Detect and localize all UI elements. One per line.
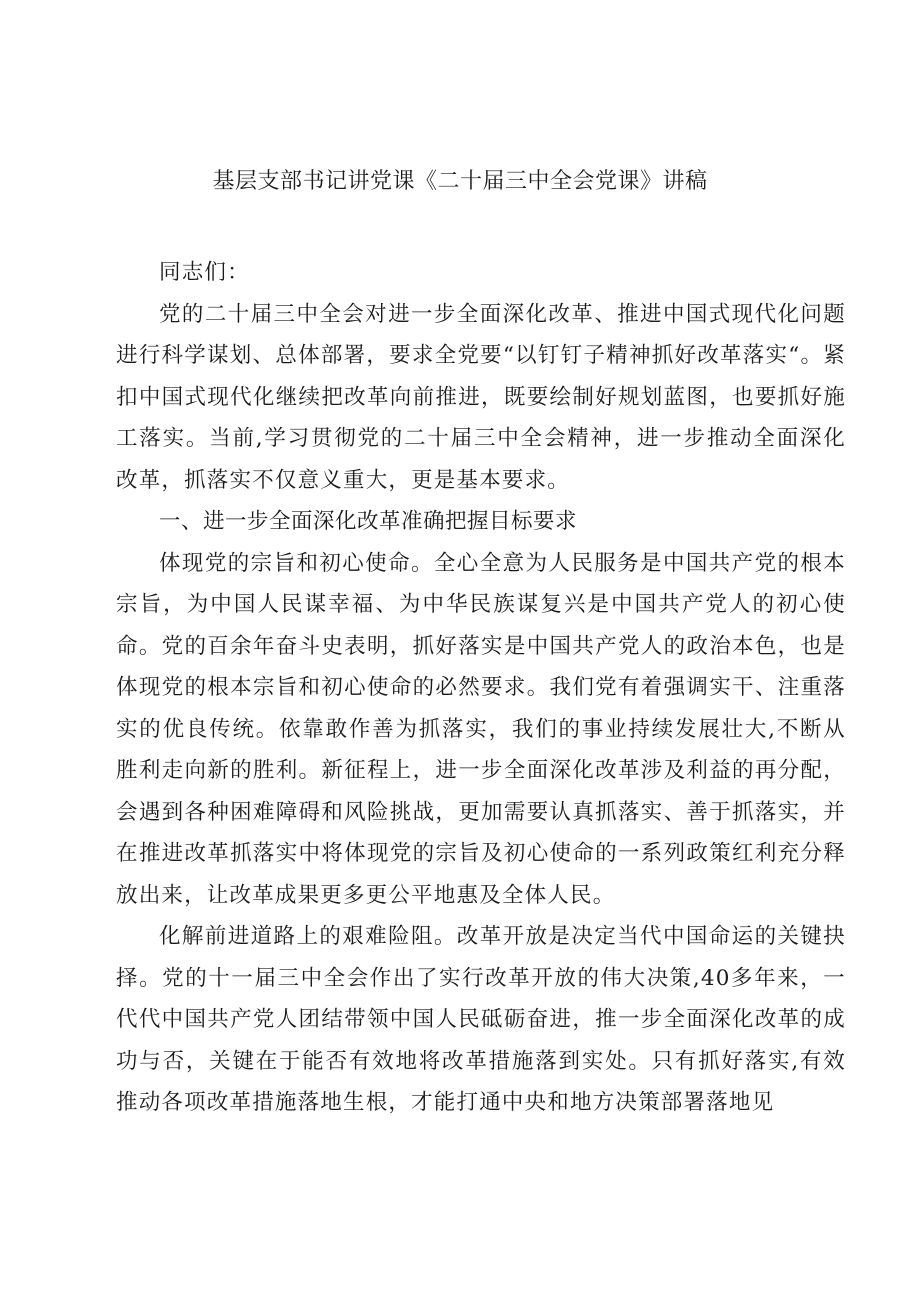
section1-paragraph-1: 体现党的宗旨和初心使命。全心全意为人民服务是中国共产党的根本宗旨，为中国人民谋幸福、为中华民族谋复兴是中国共产党人的初心使命。党的百余年奋斗史表明，抓好落实是中国共产党人的政治本色，也是体现党的根本宗旨和初心使命的必然要求。我们党有着强调实干、注重落实的优良传统。依靠敢作善为抓落实，我们的事业持续发展壮大,不断从胜利走向新的胜利。新征程上，进一步全面深化改革涉及利益的再分配，会遇到各种困难障碍和风险挑战，更加需要认真抓落实、善于抓落实，并在推进改革抓落实中将体现党的宗旨及初心使命的一系列政策红利充分释放出来，让改革成果更多更公平地惠及全体人民。 — [116, 550, 846, 908]
document-body — [116, 252, 846, 1124]
intro-paragraph: 党的二十届三中全会对进一步全面深化改革、推进中国式现代化问题进行科学谋划、总体部署，要求全党要“以钉钉子精神抓好改革落实“。紧扣中国式现代化继续把改革向前推进，既要绘制好规划蓝图，也要抓好施工落实。当前,学习贯彻党的二十届三中全会精神，进一步推动全面深化改革，抓落实不仅意义重大，更是基本要求。 — [116, 301, 846, 493]
section-heading-1: 一、进一步全面深化改革准确把握目标要求 — [159, 509, 578, 534]
greeting: 同志们： — [159, 260, 250, 285]
document-title: 基层支部书记讲党课《二十届三中全会党课》讲稿 — [212, 169, 708, 194]
section1-paragraph-2: 化解前进道路上的艰难险阻。改革开放是决定当代中国命运的关键抉择。党的十一届三中全会作出了实行改革开放的伟大决策,40多年来，一代代中国共产党人团结带领中国人民砥砺奋进，推一步全面深化改革的成功与否，关键在于能否有效地将改革措施落到实处。只有抓好落实,有效推动各项改革措施落地生根，才能打通中央和地方决策部署落地见 — [116, 924, 846, 1115]
